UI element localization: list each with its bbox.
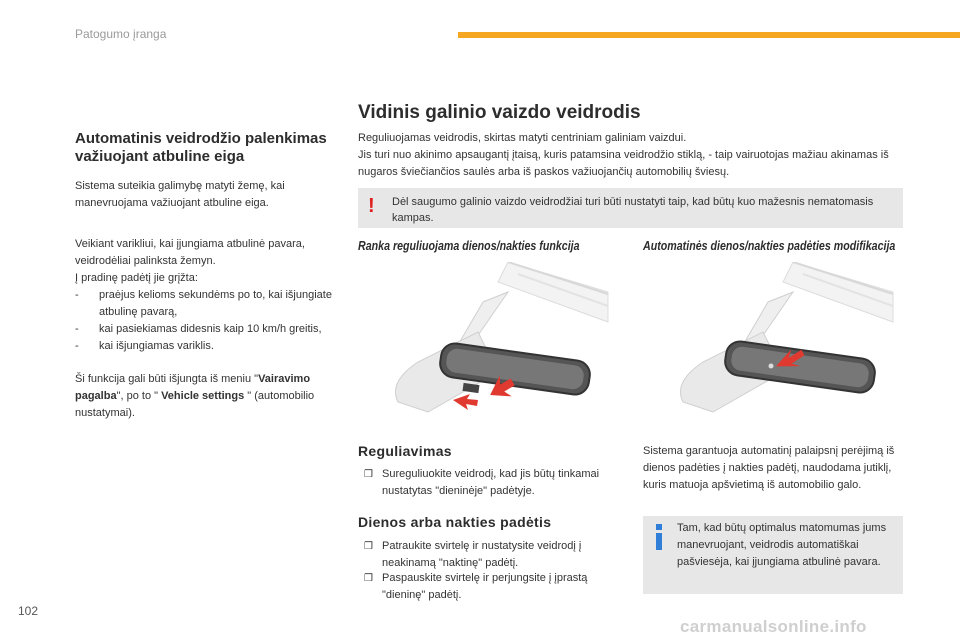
step-text: Paspauskite svirtelę ir perjungsite į įprastą "dieninę" padėtį. xyxy=(382,572,588,601)
header-accent-bar xyxy=(458,32,960,38)
checkbox-bullet-icon: ❒ xyxy=(364,541,373,552)
info-text: Tam, kad būtų optimalus matomumas jums manevruojant, veidrodis automatiškai pašviesėja, kai įjungiama atbulinė pavara. xyxy=(677,522,887,568)
warning-box xyxy=(358,188,903,228)
list-item: - kai išjungiamas variklis. xyxy=(75,338,340,355)
intro-line-1: Reguliuojamas veidrodis, skirtas matyti centriniam galiniam vaizdui. xyxy=(358,132,687,144)
left-paragraph-3 xyxy=(75,371,340,422)
watermark: carmanualsonline.info xyxy=(680,617,867,636)
left-column xyxy=(75,130,340,434)
intro-line-2: Jis turi nuo akinimo apsaugantį įtaisą, kuris patamsina veidrodžio stiklą, - taip vairuotojas mažiau akinamas iš nugaros šviečiančios saulės arba iš paskos važiuojančių automobilių šviesų. xyxy=(358,149,889,178)
checkbox-bullet-icon: ❒ xyxy=(364,573,373,584)
page-title: Vidinis galinio vaizdo veidrodis xyxy=(358,102,641,123)
left-paragraph-1: Sistema suteikia galimybę matyti žemę, kai manevruojama važiuojant atbuline eiga. xyxy=(75,180,285,209)
exclamation-icon: ! xyxy=(368,195,375,217)
text-segment: ", po to " xyxy=(116,390,162,402)
page-number: 102 xyxy=(18,604,39,618)
adjust-step xyxy=(358,466,618,500)
checkbox-bullet-icon: ❒ xyxy=(364,469,373,480)
intro-text xyxy=(358,130,903,181)
text-segment: Ši funkcija gali būti išjungta iš meniu " xyxy=(75,373,259,385)
section-label: Patogumo įranga xyxy=(75,27,167,41)
step-text: Sureguliuokite veidrodį, kad jis būtų tinkamai nustatytas "dieninėje" padėtyje. xyxy=(382,468,600,497)
daynight-heading: Dienos arba nakties padėtis xyxy=(358,514,552,530)
menu-name: Vehicle settings xyxy=(161,390,245,402)
daynight-step xyxy=(358,538,618,572)
left-paragraph-2-line2: Į pradinę padėtį jie grįžta: xyxy=(75,272,198,284)
subtitle-auto: Automatinės dienos/nakties padėties modifikacija xyxy=(643,238,896,253)
auto-mirror-illustration xyxy=(643,262,903,422)
info-icon xyxy=(653,524,665,550)
subtitle-manual: Ranka reguliuojama dienos/nakties funkcija xyxy=(358,238,580,253)
left-paragraph-2-line1: Veikiant varikliui, kai įjungiama atbulinė pavara, veidrodėliai palinksta žemyn. xyxy=(75,238,305,267)
menu-name: Vairavimo pagalba xyxy=(75,373,311,402)
adjust-heading: Reguliavimas xyxy=(358,443,452,459)
text-segment: " (automobilio nustatymai). xyxy=(75,390,315,419)
info-box xyxy=(643,516,903,594)
auto-description: Sistema garantuoja automatinį palaipsnį perėjimą iš dienos padėties į nakties padėtį, naudodama jutiklį, kuris matuoja apšvietimą iš automobilio galo. xyxy=(643,445,895,491)
list-item: - praėjus kelioms sekundėms po to, kai išjungiate atbulinę pavarą, xyxy=(75,287,340,321)
left-heading: Automatinis veidrodžio palenkimas važiuojant atbuline eiga xyxy=(75,130,327,165)
list-item: - kai pasiekiamas didesnis kaip 10 km/h greitis, xyxy=(75,321,340,338)
step-text: Patraukite svirtelę ir nustatysite veidrodį į neakinamą "naktinę" padėtį. xyxy=(382,540,582,569)
daynight-step xyxy=(358,570,618,604)
warning-text: Dėl saugumo galinio vaizdo veidrodžiai turi būti nustatyti taip, kad būtų kuo mažesnis nematomasis kampas. xyxy=(392,196,874,224)
return-conditions-list xyxy=(75,287,340,355)
manual-mirror-illustration xyxy=(358,262,618,422)
left-paragraph-2 xyxy=(75,236,340,287)
